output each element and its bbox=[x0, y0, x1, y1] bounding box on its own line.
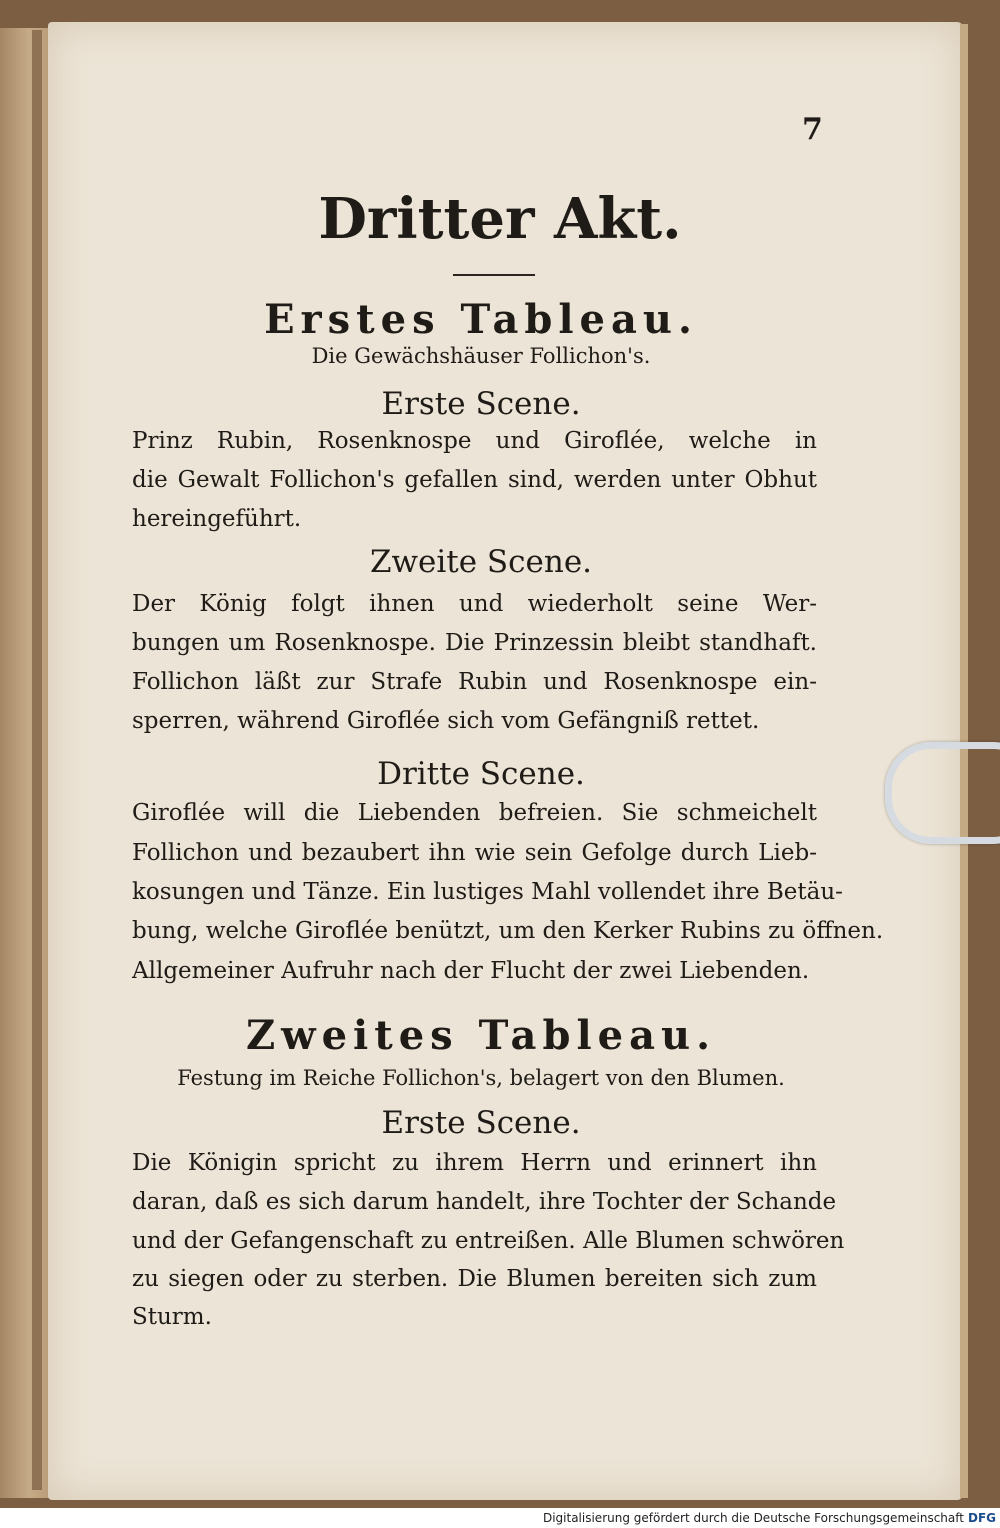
text-line: Giroflée will die Liebenden befreien. Sie schmeichelt bbox=[132, 800, 817, 826]
title-rule bbox=[453, 274, 535, 276]
text-line: kosungen und Tänze. Ein lustiges Mahl vollendet ihre Betäu- bbox=[132, 879, 843, 905]
text-line: Die Königin spricht zu ihrem Herrn und erinnert ihn bbox=[132, 1150, 817, 1176]
text-line: daran, daß es sich darum handelt, ihre Tochter der Schande bbox=[132, 1189, 837, 1215]
scene-title: Dritte Scene. bbox=[377, 756, 585, 792]
dfg-logo: DFG bbox=[967, 1511, 996, 1525]
text-line: Follichon läßt zur Strafe Rubin und Rosenknospe ein- bbox=[132, 669, 817, 695]
tableau-1-title: Erstes Tableau. bbox=[264, 296, 698, 343]
text-line: Sturm. bbox=[132, 1304, 212, 1330]
text-line: hereingeführt. bbox=[132, 506, 302, 532]
act-title: Dritter Akt. bbox=[318, 186, 682, 252]
text-line: und der Gefangenschaft zu entreißen. Alle Blumen schwören bbox=[132, 1228, 845, 1254]
footer-text: Digitalisierung gefördert durch die Deutsche Forschungsgemeinschaft bbox=[542, 1511, 964, 1525]
text-line: Der König folgt ihnen und wiederholt seine Wer- bbox=[132, 591, 817, 617]
scene-title: Erste Scene. bbox=[381, 386, 581, 422]
text-line: die Gewalt Follichon's gefallen sind, werden unter Obhut bbox=[132, 467, 817, 493]
scene-title: Zweite Scene. bbox=[369, 544, 593, 580]
text-line: Follichon und bezaubert ihn wie sein Gefolge durch Lieb- bbox=[132, 840, 817, 866]
scene-title: Erste Scene. bbox=[381, 1105, 581, 1141]
digitization-footer bbox=[0, 1508, 1000, 1528]
text-line: bung, welche Giroflée benützt, um den Kerker Rubins zu öffnen. bbox=[132, 918, 884, 944]
tableau-2-title: Zweites Tableau. bbox=[245, 1012, 717, 1059]
tableau-2-setting: Festung im Reiche Follichon's, belagert von den Blumen. bbox=[177, 1066, 785, 1090]
tableau-1-setting: Die Gewächshäuser Follichon's. bbox=[311, 344, 651, 368]
text-line: zu siegen oder zu sterben. Die Blumen bereiten sich zum bbox=[132, 1266, 817, 1292]
text-line: Allgemeiner Aufruhr nach der Flucht der zwei Liebenden. bbox=[132, 958, 810, 984]
text-line: bungen um Rosenknospe. Die Prinzessin bleibt standhaft. bbox=[132, 630, 817, 656]
text-line: Prinz Rubin, Rosenknospe und Giroflée, welche in bbox=[132, 428, 817, 454]
text-line: sperren, während Giroflée sich vom Gefängniß rettet. bbox=[132, 708, 760, 734]
page-number: 7 bbox=[802, 112, 823, 147]
